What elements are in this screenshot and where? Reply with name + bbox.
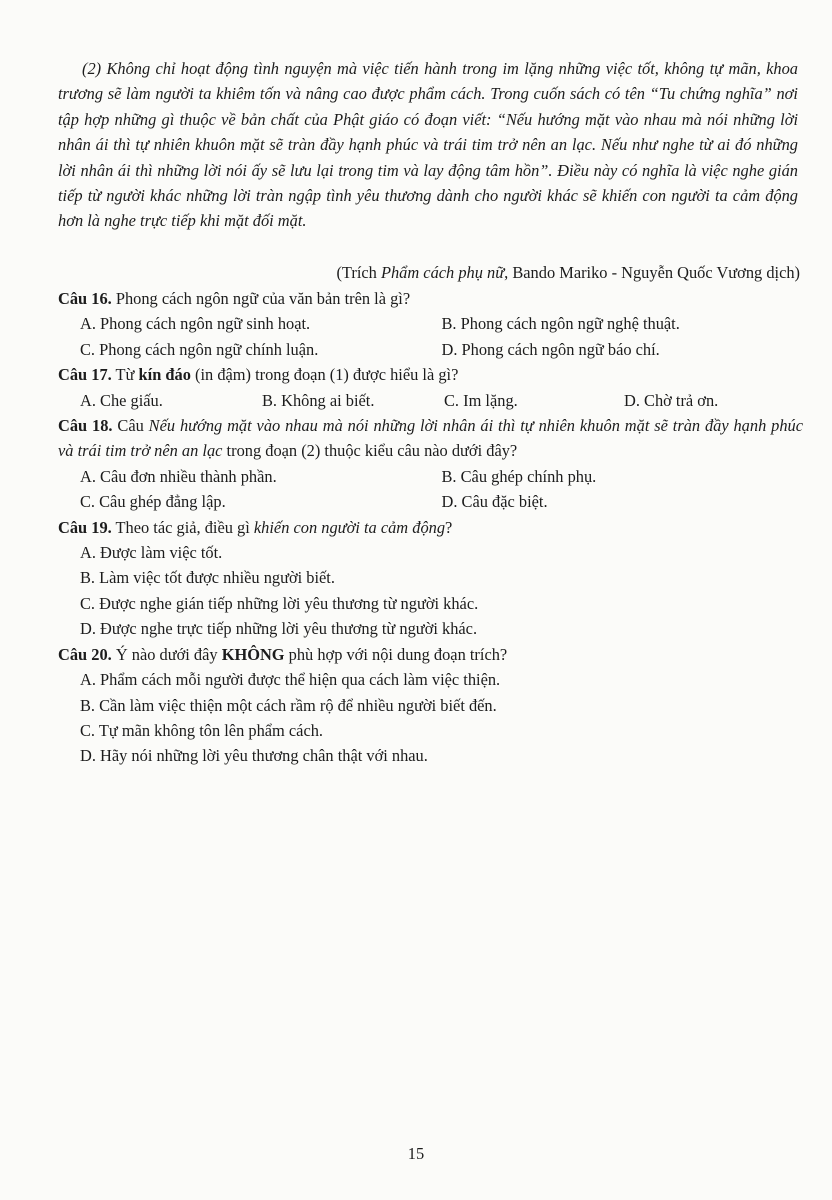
question-18-options-row-2 [58,489,803,514]
question-20-label: Câu 20. [58,644,112,664]
question-17-option-c[interactable]: C. Im lặng. [444,390,518,410]
question-16-option-b[interactable]: B. Phong cách ngôn ngữ nghệ thuật. [441,314,680,334]
question-16-stem [58,286,803,311]
question-20-text-pre: Ý nào dưới đây [111,644,222,664]
question-17-option-b[interactable]: B. Không ai biết. [262,390,375,410]
citation [240,260,800,285]
question-18-text-post: trong đoạn (2) thuộc kiểu câu nào dưới đây? [222,441,518,461]
question-20-bold-term: KHÔNG [221,644,285,664]
question-20-stem [58,642,803,667]
question-18-stem [58,413,803,464]
question-16-option-c[interactable]: C. Phong cách ngôn ngữ chính luận. [80,339,319,359]
question-19-option-a[interactable]: A. Được làm việc tốt. [80,543,223,563]
question-19-option-d[interactable]: D. Được nghe trực tiếp những lời yêu thương từ người khác. [80,619,478,639]
question-16-options-row-1 [58,311,803,336]
question-18-label: Câu 18. [58,416,113,436]
question-19-italic-phrase: khiến con người ta cảm động [253,517,446,537]
question-17-options-row [58,388,803,413]
question-17-bold-term: kín đáo [138,365,191,385]
question-19-text-post: ? [445,517,453,537]
page-number: 15 [407,1144,425,1163]
question-18-option-a[interactable]: A. Câu đơn nhiều thành phần. [80,466,277,486]
citation-suffix: , Bando Mariko - Nguyễn Quốc Vương dịch) [504,263,800,282]
question-20-option-a[interactable]: A. Phẩm cách mỗi người được thể hiện qua cách làm việc thiện. [80,670,501,690]
question-18-quoted-sentence: Nếu hướng mặt vào nhau mà nói những lời nhân ái thì tự nhiên khuôn mặt sẽ tràn đầy hạnh phúc và trái tim trở nên an lạc [58,416,804,461]
question-17-option-a[interactable]: A. Che giấu. [80,390,163,410]
citation-book-title: Phẩm cách phụ nữ [380,263,505,282]
question-20-option-b[interactable]: B. Cần làm việc thiện một cách rầm rộ để nhiều người biết đến. [80,695,497,715]
question-20-text-post: phù hợp với nội dung đoạn trích? [284,644,508,664]
question-19-option-b[interactable]: B. Làm việc tốt được nhiều người biết. [80,568,335,588]
passage-paragraph-2: (2) Không chỉ hoạt động tình nguyện mà việc tiến hành trong im lặng những việc tốt, không tự mãn, khoa trương sẽ làm người ta khiêm tốn và nâng cao được phẩm cách. Trong cuốn sách có tên “Tu chứng nghĩa” nơi tập hợp những gì thuộc về bản chất của Phật giáo có đoạn viết: “Nếu hướng mặt vào nhau mà nói những lời nhân ái thì tự nhiên khuôn mặt sẽ tràn đầy hạnh phúc và trái tim trở nên an lạc. Nếu như nghe từ ai đó những lời nhân ái thì những lời nói ấy sẽ lưu lại trong tim và lay động tâm hồn”. Điều này có nghĩa là việc nghe gián tiếp từ người khác những lời tràn ngập tình yêu thương dành cho người khác sẽ khiến con người ta cảm động hơn là nghe trực tiếp khi mặt đối mặt. [58,59,798,231]
question-19-option-c[interactable]: C. Được nghe gián tiếp những lời yêu thương từ người khác. [80,593,479,613]
question-17-label: Câu 17. [58,365,112,385]
question-17-text-post: (in đậm) trong đoạn (1) được hiểu là gì? [190,365,459,385]
question-18-option-b[interactable]: B. Câu ghép chính phụ. [441,466,597,486]
question-18-text-pre: Câu [112,416,149,436]
question-16-text: Phong cách ngôn ngữ của văn bản trên là gì? [111,289,411,308]
question-17-option-d[interactable]: D. Chờ trả ơn. [624,390,719,410]
question-20-option-d[interactable]: D. Hãy nói những lời yêu thương chân thật với nhau. [80,746,428,766]
question-17-stem [58,362,803,387]
question-16-option-d[interactable]: D. Phong cách ngôn ngữ báo chí. [441,339,660,359]
question-19-text-pre: Theo tác giả, điều gì [111,517,254,537]
question-18-options-row-1 [58,464,803,489]
question-16-label: Câu 16. [58,289,112,308]
question-19-stem [58,515,803,540]
question-list [58,286,803,769]
question-16-options-row-2 [58,337,803,362]
question-18-option-d[interactable]: D. Câu đặc biệt. [441,492,548,512]
question-19-label: Câu 19. [58,517,112,537]
question-17-text-pre: Từ [111,365,139,385]
question-18-option-c[interactable]: C. Câu ghép đẳng lập. [80,492,226,512]
question-20-option-c[interactable]: C. Tự mãn không tôn lên phẩm cách. [80,720,324,740]
question-16-option-a[interactable]: A. Phong cách ngôn ngữ sinh hoạt. [80,314,311,334]
citation-prefix: (Trích [336,263,381,282]
